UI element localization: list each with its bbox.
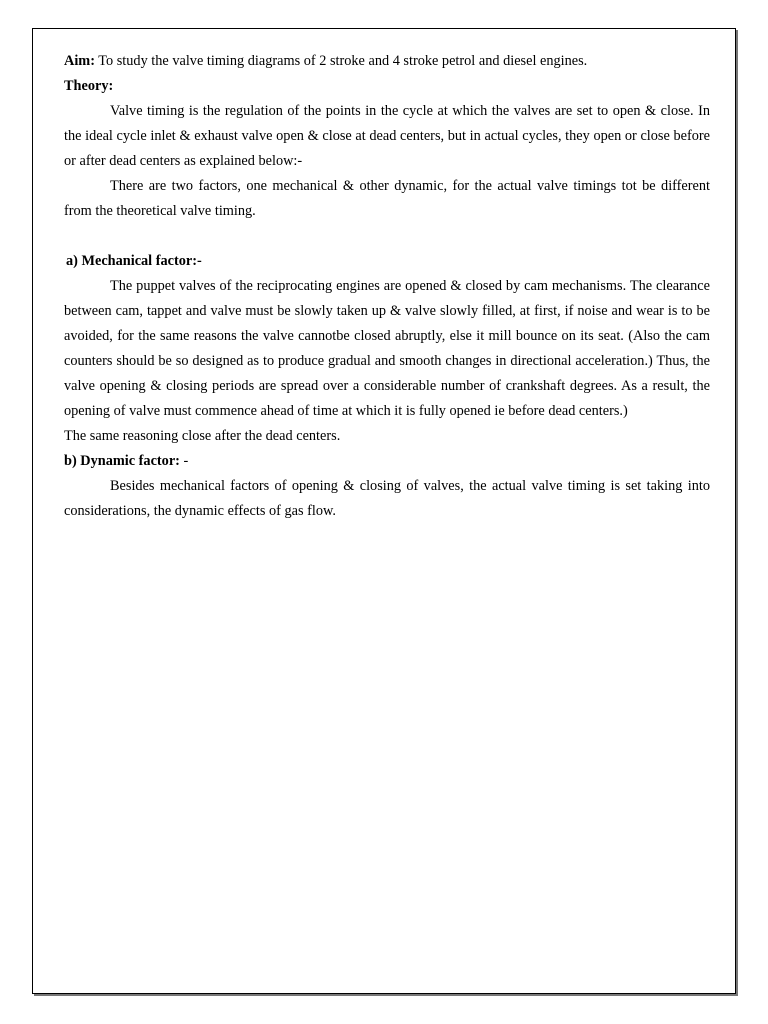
- theory-paragraph-1: Valve timing is the regulation of the points in the cycle at which the valves are set to open & close. In the ideal cycle inlet & exhaust valve open & close at dead centers, but in actual cycles, they open or close before or after dead centers as explained below:-: [64, 103, 710, 169]
- document-body: [64, 49, 710, 524]
- aim-text: To study the valve timing diagrams of 2 stroke and 4 stroke petrol and diesel engines.: [94, 53, 588, 69]
- aim-line: [64, 49, 710, 74]
- theory-paragraph-2: There are two factors, one mechanical & other dynamic, for the actual valve timings tot be different from the theoretical valve timing.: [64, 178, 710, 219]
- mechanical-factor-note: The same reasoning close after the dead centers.: [64, 428, 341, 444]
- dynamic-factor-heading: b) Dynamic factor: -: [64, 453, 189, 469]
- mechanical-factor-heading: a) Mechanical factor:-: [66, 253, 202, 269]
- theory-heading: Theory:: [64, 78, 114, 94]
- spacer: [64, 224, 710, 249]
- aim-label: Aim:: [64, 53, 95, 69]
- mechanical-factor-paragraph: The puppet valves of the reciprocating engines are opened & closed by cam mechanisms. The clearance between cam, tappet and valve must be slowly taken up & valve slowly filled, at first, if noise and wear is to be avoided, for the same reasons the valve cannotbe closed abruptly, else it mill bounce on its seat. (Also the cam counters should be so designed as to produce gradual and smooth changes in directional acceleration.) Thus, the valve opening & closing periods are spread over a considerable number of crankshaft degrees. As a result, the opening of valve must commence ahead of time at which it is fully opened ie before dead centers.): [64, 278, 710, 419]
- dynamic-factor-paragraph: Besides mechanical factors of opening & closing of valves, the actual valve timing is set taking into considerations, the dynamic effects of gas flow.: [64, 478, 710, 519]
